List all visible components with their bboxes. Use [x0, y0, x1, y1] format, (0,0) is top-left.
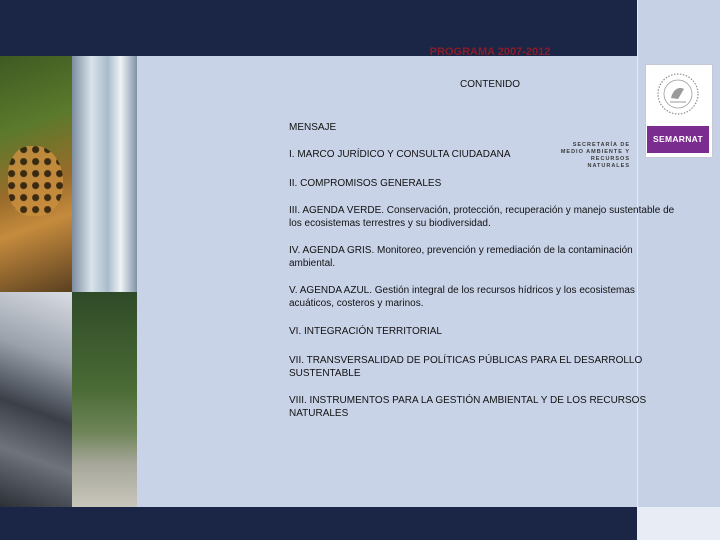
- page-subtitle: CONTENIDO: [460, 79, 520, 90]
- list-item: VII. TRANSVERSALIDAD DE POLÍTICAS PÚBLICAS PARA EL DESARROLLO SUSTENTABLE: [289, 355, 643, 379]
- list-item: III. AGENDA VERDE. Conservación, protección, recuperación y manejo sustentable de los ecosistemas terrestres y su biodiversidad.: [289, 205, 675, 229]
- jaguar-photo: [0, 56, 72, 292]
- footer-bar: [0, 507, 637, 540]
- secretaria-wordmark: [548, 142, 630, 170]
- right-footer-strip: [637, 507, 720, 540]
- secretaria-line: RECURSOS NATURALES: [587, 156, 630, 169]
- brand-badge: SEMARNAT: [647, 126, 709, 153]
- photo-collage: [0, 56, 137, 507]
- list-item: MENSAJE: [289, 122, 337, 133]
- list-item: II. COMPROMISOS GENERALES: [289, 178, 442, 189]
- list-item: VI. INTEGRACIÓN TERRITORIAL: [289, 326, 442, 337]
- list-item: IV. AGENDA GRIS. Monitoreo, prevención y remediación de la contaminación ambiental.: [289, 245, 633, 269]
- mexican-seal-icon: [656, 72, 700, 116]
- page-title: PROGRAMA 2007-2012: [429, 46, 551, 58]
- list-item: VIII. INSTRUMENTOS PARA LA GESTIÓN AMBIENTAL Y DE LOS RECURSOS NATURALES: [289, 395, 647, 419]
- waste-photo: [0, 292, 72, 507]
- secretaria-line: SECRETARÍA DE: [572, 142, 630, 148]
- forest-city-photo: [72, 292, 137, 507]
- jaguar-figure: [8, 146, 63, 216]
- list-item: V. AGENDA AZUL. Gestión integral de los recursos hídricos y los ecosistemas acuáticos, costeros y marinos.: [289, 285, 635, 309]
- list-item: I. MARCO JURÍDICO Y CONSULTA CIUDADANA: [289, 149, 511, 160]
- secretaria-line: MEDIO AMBIENTE Y: [560, 149, 630, 155]
- water-photo: [72, 56, 137, 292]
